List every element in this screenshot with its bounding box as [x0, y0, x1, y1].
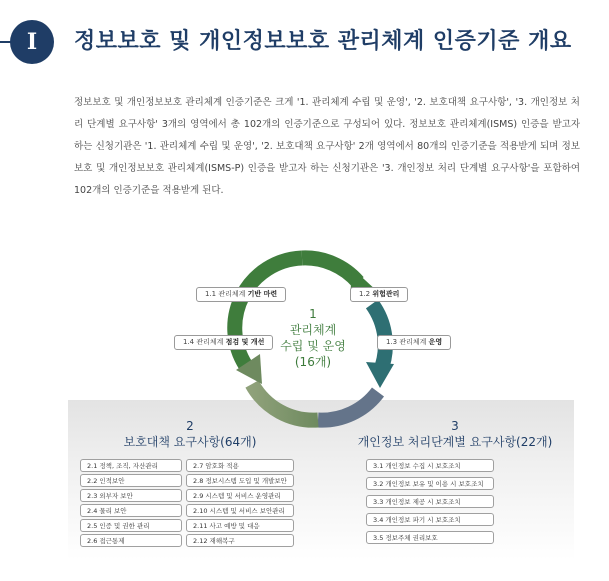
group2-title	[100, 418, 280, 450]
step-1-1: 1.1 관리체계 기반 마련	[196, 287, 286, 302]
item-2-5: 2.5 인증 및 권한 관리	[80, 519, 182, 532]
item-3-3: 3.3 개인정보 제공 시 보호조치	[366, 495, 494, 508]
cycle-arc-olive	[252, 384, 318, 420]
item-2-7: 2.7 암호화 적용	[186, 459, 294, 472]
item-2-1: 2.1 정책, 조직, 자산관리	[80, 459, 182, 472]
item-2-12: 2.12 재해복구	[186, 534, 294, 547]
group3-heading: 개인정보 처리단계별 요구사항(22개)	[357, 435, 553, 449]
cycle-arc-slate	[318, 392, 378, 420]
item-2-10: 2.10 시스템 및 서비스 보안관리	[186, 504, 294, 517]
group3-title	[352, 418, 558, 450]
center-count: (16개)	[294, 355, 332, 369]
group3-number: 3	[451, 419, 459, 433]
item-3-4: 3.4 개인정보 파기 시 보호조치	[366, 513, 494, 526]
group2-number: 2	[186, 419, 194, 433]
item-3-2: 3.2 개인정보 보유 및 이용 시 보호조치	[366, 477, 494, 490]
center-line1: 관리체계	[289, 323, 337, 337]
item-2-3: 2.3 외부자 보안	[80, 489, 182, 502]
center-number: 1	[309, 307, 317, 321]
page-title: 정보보호 및 개인정보보호 관리체계 인증기준 개요	[74, 29, 572, 54]
group2-heading: 보호대책 요구사항(64개)	[123, 435, 257, 449]
step-1-4: 1.4 관리체계 점검 및 개선	[174, 335, 273, 350]
cycle-arrowhead-right	[366, 362, 394, 388]
center-line2: 수립 및 운영	[280, 339, 346, 353]
item-2-4: 2.4 물리 보안	[80, 504, 182, 517]
section-badge: I	[10, 20, 54, 64]
item-2-9: 2.9 시스템 및 서비스 운영관리	[186, 489, 294, 502]
item-3-5: 3.5 정보주체 권리보호	[366, 531, 494, 544]
item-2-11: 2.11 사고 예방 및 대응	[186, 519, 294, 532]
item-2-6: 2.6 접근통제	[80, 534, 182, 547]
intro-paragraph: 정보보호 및 개인정보보호 관리체계 인증기준은 크게 '1. 관리체계 수립 및 운영', '2. 보호대책 요구사항', '3. 개인정보 처리 단계별 요구사항' 3개의 영역에서 총 102개의 인증기준으로 구성되어 있다. 정보보호 관리체계(ISMS) 인증을 받고자 하는 신청기관은 '1. 관리체계 수립 및 운영', '2. 보호대책 요구사항' 2개 영역에서 80개의 인증기준을 적용받게 되며 정보보호 및 개인정보보호 관리체계(ISMS-P) 인증을 받고자 하는 신청기관은 '3. 개인정보 처리 단계별 요구사항'을 포함하여 102개의 인증기준을 적용받게 된다.	[74, 97, 580, 196]
cycle-center	[260, 306, 366, 370]
item-2-2: 2.2 인적보안	[80, 474, 182, 487]
cycle-arc-green-top	[302, 258, 358, 282]
step-1-3: 1.3 관리체계 운영	[377, 335, 451, 350]
step-1-2: 1.2 위험관리	[350, 287, 408, 302]
item-3-1: 3.1 개인정보 수집 시 보호조치	[366, 459, 494, 472]
item-2-8: 2.8 정보시스템 도입 및 개발보안	[186, 474, 294, 487]
